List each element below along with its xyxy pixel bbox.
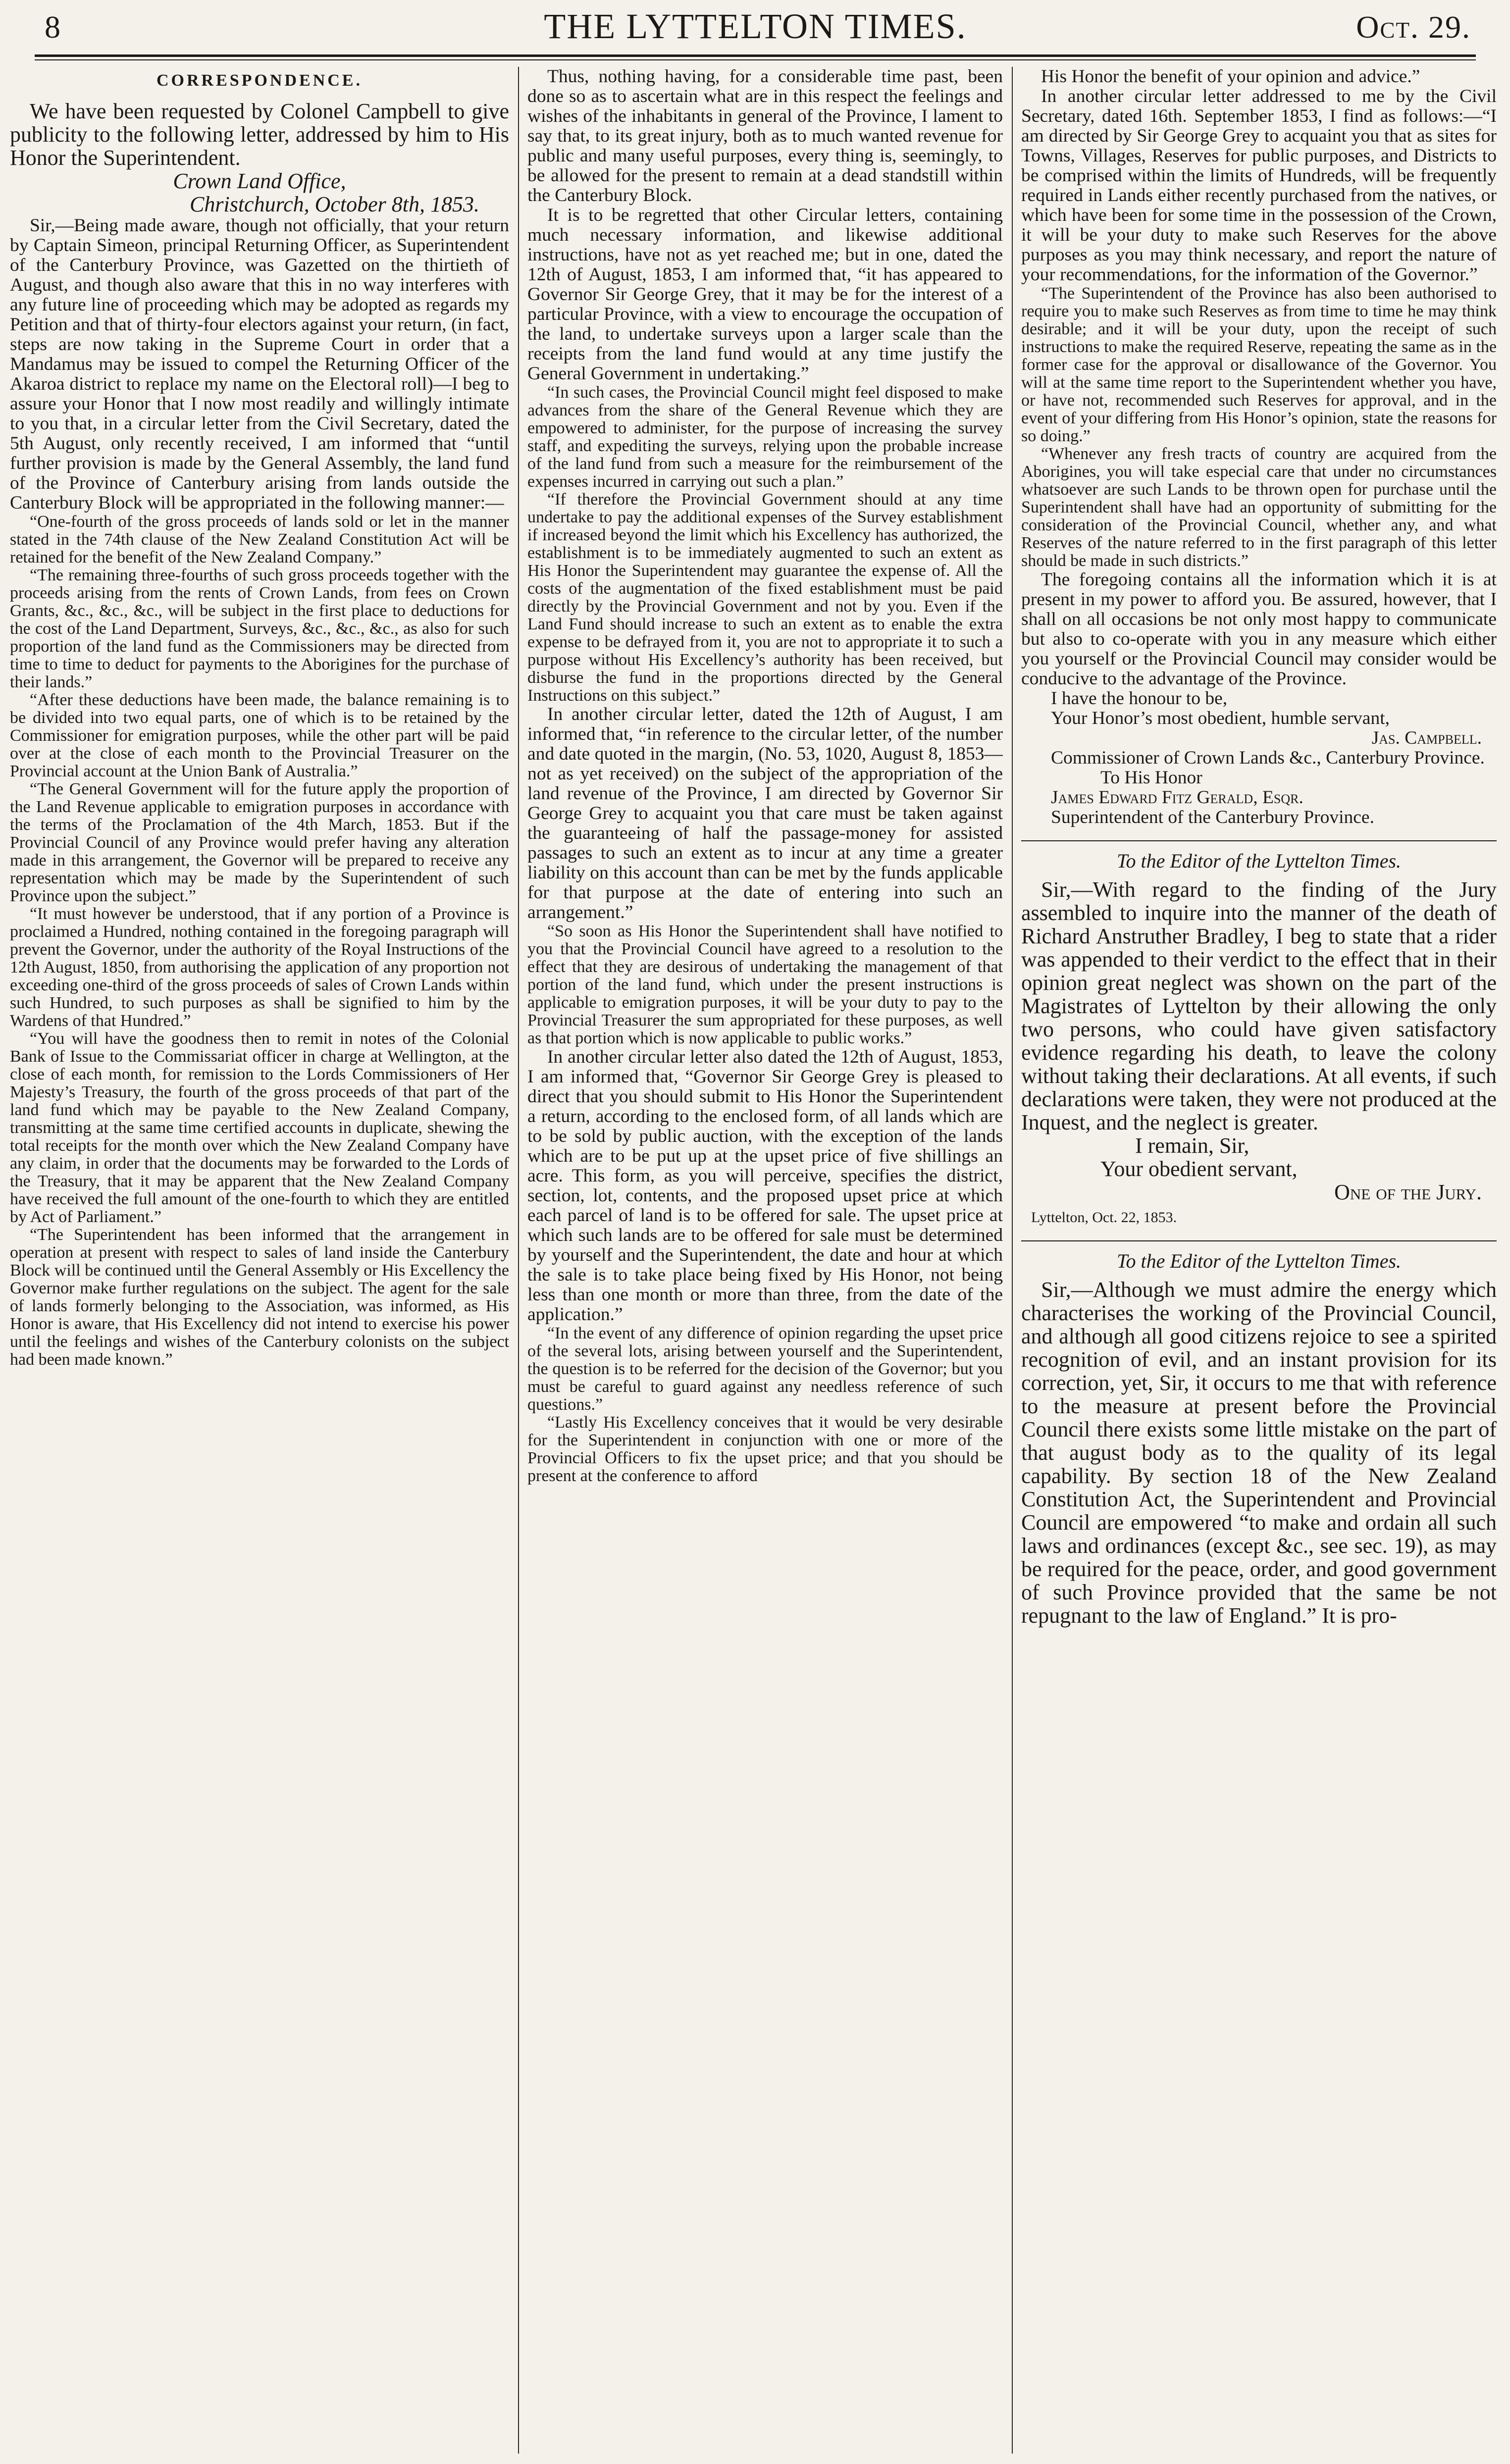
column-2	[527, 67, 1003, 2454]
paragraph: The foregoing contains all the information which it is at present in my power to afford you. Be assured, however, that I shall on all occasions be not only most happy to communicate but also to co-operate with you in any measure which either you yourself or the Provincial Council may consider would be conducive to the advantage of the Province.	[1021, 569, 1497, 689]
masthead	[35, 5, 1476, 54]
quoted-paragraph: “You will have the goodness then to remit in notes of the Colonial Bank of Issue to the Commissariat officer in charge at Wellington, at the close of each month, for remission to the Lords Commissioners of Her Majesty’s Treasury, the fourth of the gross proceeds of that part of the land fund which may be payable to the New Zealand Company, transmitting at the same time certified accounts in duplicate, shewing the total receipts for the month over which the New Zealand Company have any claim, in order that the documents may be forwarded to the Lords of the Treasury, that it may be apparent that the New Zealand Company have received the full amount of the one-fourth to which they are entitled by Act of Parliament.”	[10, 1029, 509, 1226]
quoted-paragraph: “One-fourth of the gross proceeds of lands sold or let in the manner stated in the 74th clause of the New Zealand Constitution Act will be retained for the benefit of the New Zealand Company.”	[10, 513, 509, 566]
letter-to: To His Honor	[1100, 768, 1202, 788]
paragraph: It is to be regretted that other Circular letters, containing much necessary information, and likewise additional instructions, have not as yet reached me; but in one, dated the 12th of August, 1853, I am informed that, “it has appeared to Governor Sir George Grey, that it may be for the interest of a particular Province, with a view to encourage the occupation of the land, to undertake surveys upon a larger scale than the receipts from the land fund would at any time justify the General Government in undertaking.”	[527, 205, 1003, 384]
letter-addressee: James Edward Fitz Gerald, Esqr.	[1051, 787, 1303, 808]
letter-header: To the Editor of the Lyttelton Times.	[1116, 1250, 1402, 1272]
quoted-paragraph: “The General Government will for the future apply the proportion of the Land Revenue applicable to emigration purposes in accordance with the terms of the Proclamation of the 4th March, 1853. But if the Provincial Council of any Province would prefer having any alteration made in this arrangement, the Governor will be prepared to receive any representation which may be made by the Superintendent of such Province upon the subject.”	[10, 780, 509, 905]
letter-body: Sir,—Although we must admire the energy which characterises the working of the Provincial Council, and although all good citizens rejoice to see a spirited recognition of evil, and an instant provision for its correction, yet, Sir, it occurs to me that with reference to the measure at present before the Provincial Council there exists some little mistake on the part of that august body as to the quality of its legal capability. By section 18 of the New Zealand Constitution Act, the Superintendent and Provincial Council are empowered “to make and ordain all such laws and ordinances (except &c., see sec. 19), as may be required for the peace, order, and good government of such Province provided that the same be not repugnant to the law of England.” It is pro-	[1021, 1278, 1497, 1628]
article-separator	[1021, 840, 1497, 841]
page-number: 8	[45, 9, 60, 45]
paragraph: In another circular letter also dated the 12th of August, 1853, I am informed that, “Governor Sir George Grey is pleased to direct that you should submit to His Honor the Superintendent a return, according to the enclosed form, of all lands which are to be sold by public auction, with the exception of the lands which are to be put up at the upset price of five shillings an acre. This form, as you will perceive, specifies the district, section, lot, contents, and the proposed upset price at which each parcel of land is to be offered for sale. The upset price at which such lands are to be offered for sale must be determined by yourself and the Superintendent, the date and hour at which the sale is to take place being fixed by His Honor, not being less than one month or more than three, from the date of the application.”	[527, 1047, 1003, 1325]
column-3	[1021, 67, 1497, 2454]
quoted-paragraph: “The Superintendent of the Province has also been authorised to require you to make such Reserves as from time to time he may think desirable; and it will be your duty, upon the receipt of such instructions to make the required Reserve, repeating the same as in the former case for the approval or disallowance of the Governor. You will at the same time report to the Superintendent whether you have, or have not, recommended such Reserves for approval, and in the event of your differing from His Honor’s opinion, state the reasons for so doing.”	[1021, 284, 1497, 445]
paragraph: In another circular letter, dated the 12th of August, I am informed that, “in reference to the circular letter, of the number and date quoted in the margin, (No. 53, 1020, August 8, 1853—not as yet received) on the subject of the appropriation of the land revenue of the Province, I am directed by Governor Sir George Grey to acquaint you that care must be taken against the guaranteeing of half the passage-money for assisted passages to such an extent as to incur at any time a greater liability on this account than can be met by the funds applicable for that purpose at the date of entering into such an arrangement.”	[527, 704, 1003, 923]
quoted-paragraph: “Lastly His Excellency conceives that it would be very desirable for the Superintendent in conjunction with one or more of the Provincial Officers to fix the upset price; and that you should be present at the conference to afford	[527, 1413, 1003, 1485]
paragraph: Sir,—Being made aware, though not officially, that your return by Captain Simeon, principal Returning Officer, as Superintendent of the Canterbury Province, was Gazetted on the thirtieth of August, and though also aware that this in no way interferes with any future line of proceeding which may be adopted as regards my Petition and that of thirty-four electors against your return, (in fact, steps are now taking in the Supreme Court in order that a Mandamus may be issued to compel the Returning Officer of the Akaroa district to replace my name on the Electoral roll)—I beg to assure your Honor that I now most readily and willingly intimate to you that, in a circular letter from the Civil Secretary, dated the 5th August, only recently received, I am informed that “until further provision is made by the General Assembly, the land fund of the Province of Canterbury arising from lands outside the Canterbury Block will be appropriated in the following manner:—	[10, 215, 509, 513]
letter-closing: I remain, Sir,	[1135, 1133, 1250, 1158]
letter-header: To the Editor of the Lyttelton Times.	[1116, 850, 1402, 872]
quoted-paragraph: “So soon as His Honor the Superintendent shall have notified to you that the Provincial Council have agreed to a resolution to the effect that they are desirous of undertaking the management of that portion of the land fund, which under the present instructions is applicable to emigration purposes, it will be your duty to pay to the Provincial Treasurer the sum appropriated for these purposes, as well as that portion which is now applicable to public works.”	[527, 922, 1003, 1047]
column-divider	[518, 67, 519, 2454]
quoted-paragraph: “In such cases, the Provincial Council might feel disposed to make advances from the share of the General Revenue which they are empowered to administer, for the purpose of increasing the survey staff, and expediting the surveys, relying upon the probable increase of the land fund from such a measure for the reimbursement of the expenses incurred in carrying out such a plan.”	[527, 383, 1003, 491]
masthead-rule	[35, 54, 1476, 57]
quoted-paragraph: “Whenever any fresh tracts of country are acquired from the Aborigines, you will take especial care that under no circumstances whatsoever are such Lands to be thrown open for purchase until the Superintendent shall have had an opportunity of submitting for the consideration of the Provincial Council, whether any, and what Reserves of the nature referred to in the first paragraph of this letter should be made in such districts.”	[1021, 445, 1497, 570]
paragraph: In another circular letter addressed to me by the Civil Secretary, dated 16th. September 1853, I find as follows:—“I am directed by Sir George Grey to acquaint you that as sites for Towns, Villages, Reserves for public purposes, and Districts to be comprised within the limits of Hundreds, will be frequently required in Lands either recently purchased from the natives, or which have been for some time in the possession of the Crown, it will be your duty to make such Reserves for the above purposes as you may think necessary, and report the nature of your recommendations, for the information of the Governor.”	[1021, 86, 1497, 285]
letter-closing: Your obedient servant,	[1100, 1157, 1298, 1181]
section-heading: CORRESPONDENCE.	[156, 71, 363, 90]
letter-closing: I have the honour to be,	[1051, 688, 1228, 709]
letter-signature: Jas. Campbell.	[1371, 728, 1482, 748]
letter-closing: Your Honor’s most obedient, humble servant,	[1051, 708, 1390, 728]
quoted-paragraph: “In the event of any difference of opinion regarding the upset price of the several lots, arising between yourself and the Superintendent, the question is to be referred for the decision of the Governor; but you must be careful to guard against any needless reference of such questions.”	[527, 1324, 1003, 1414]
letter-office: Crown Land Office,	[173, 169, 346, 193]
letter-signature: One of the Jury.	[1334, 1180, 1482, 1204]
column-divider	[1012, 67, 1013, 2454]
masthead-rule-thin	[35, 59, 1476, 60]
column-1	[10, 67, 509, 2454]
intro-paragraph: We have been requested by Colonel Campbell to give publicity to the following letter, addressed by him to His Honor the Superintendent.	[10, 99, 509, 170]
quoted-paragraph: “It must however be understood, that if any portion of a Province is proclaimed a Hundred, nothing contained in the foregoing paragraph will prevent the Governor, under the authority of the Royal Instructions of the 12th August, 1850, from authorising the application of any proportion not exceeding one-third of the gross proceeds of sales of Crown Lands within such Hundred, to such purposes as shall be signified to him by the Wardens of that Hundred.”	[10, 905, 509, 1030]
paragraph: His Honor the benefit of your opinion and advice.”	[1041, 67, 1420, 87]
letter-place-date: Christchurch, October 8th, 1853.	[190, 192, 479, 216]
paragraph: Thus, nothing having, for a considerable time past, been done so as to ascertain what are in this respect the feelings and wishes of the inhabitants in general of the Province, I lament to say that, to its great injury, both as to much wanted revenue for public and many useful purposes, every thing is, seemingly, to be allowed for the present to remain at a dead standstill within the Canterbury Block.	[527, 67, 1003, 205]
quoted-paragraph: “After these deductions have been made, the balance remaining is to be divided into two equal parts, one of which is to be retained by the Commissioner for emigration purposes, while the other part will be paid over at the close of each month to the Provincial Treasurer on the Provincial account at the Union Bank of Australia.”	[10, 691, 509, 780]
letter-dateline: Lyttelton, Oct. 22, 1853.	[1031, 1209, 1177, 1226]
quoted-paragraph: “The Superintendent has been informed that the arrangement in operation at present with respect to sales of land inside the Canterbury Block will be continued until the General Assembly or His Excellency the Governor make further regulations on the subject. The agent for the sale of lands formerly belonging to the Association, was informed, as His Honor is aware, that His Excellency did not intend to exercise his power until the feelings and wishes of the Canterbury colonists on the subject had been made known.”	[10, 1226, 509, 1369]
quoted-paragraph: “The remaining three-fourths of such gross proceeds together with the proceeds arising from the rents of Crown Lands, from fees on Crown Grants, &c., &c., &c., will be subject in the first place to deductions for the cost of the Land Department, Surveys, &c., &c., &c., as also for such proportion of the land fund as the Commissioners may be directed from time to time to deduct for payments to the Aborigines for the purchase of their lands.”	[10, 566, 509, 691]
newspaper-title: THE LYTTELTON TIMES.	[544, 6, 967, 46]
addressee-title: Superintendent of the Canterbury Province.	[1051, 807, 1374, 827]
signatory-title: Commissioner of Crown Lands &c., Canterbury Province.	[1051, 748, 1485, 768]
quoted-paragraph: “If therefore the Provincial Government should at any time undertake to pay the additional expenses of the Survey establishment if increased beyond the limit which his Excellency has authorized, the establishment is to be immediately augmented to such an extent as His Honor the Superintendent may guarantee the expense of. All the costs of the augmentation of the fixed establishment must be paid directly by the Provincial Government and not by you. Even if the Land Fund should increase to such an extent as to enable the extra expense to be defrayed from it, you are not to appropriate it to such a purpose without His Excellency’s authority has been received, but disburse the fund in the proportions directed by the General Instructions on this subject.”	[527, 490, 1003, 705]
article-separator	[1021, 1240, 1497, 1241]
issue-date: Oct. 29.	[1356, 9, 1471, 45]
letter-body: Sir,—With regard to the finding of the Jury assembled to inquire into the manner of the death of Richard Anstruther Bradley, I beg to state that a rider was appended to their verdict to the effect that in their opinion great neglect was shown on the part of the Magistrates of Lyttelton by their allowing the only two persons, who could have given satisfactory evidence regarding his death, to leave the colony without taking their declarations. At all events, if such declarations were taken, they were not produced at the Inquest, and the neglect is greater.	[1021, 877, 1497, 1134]
